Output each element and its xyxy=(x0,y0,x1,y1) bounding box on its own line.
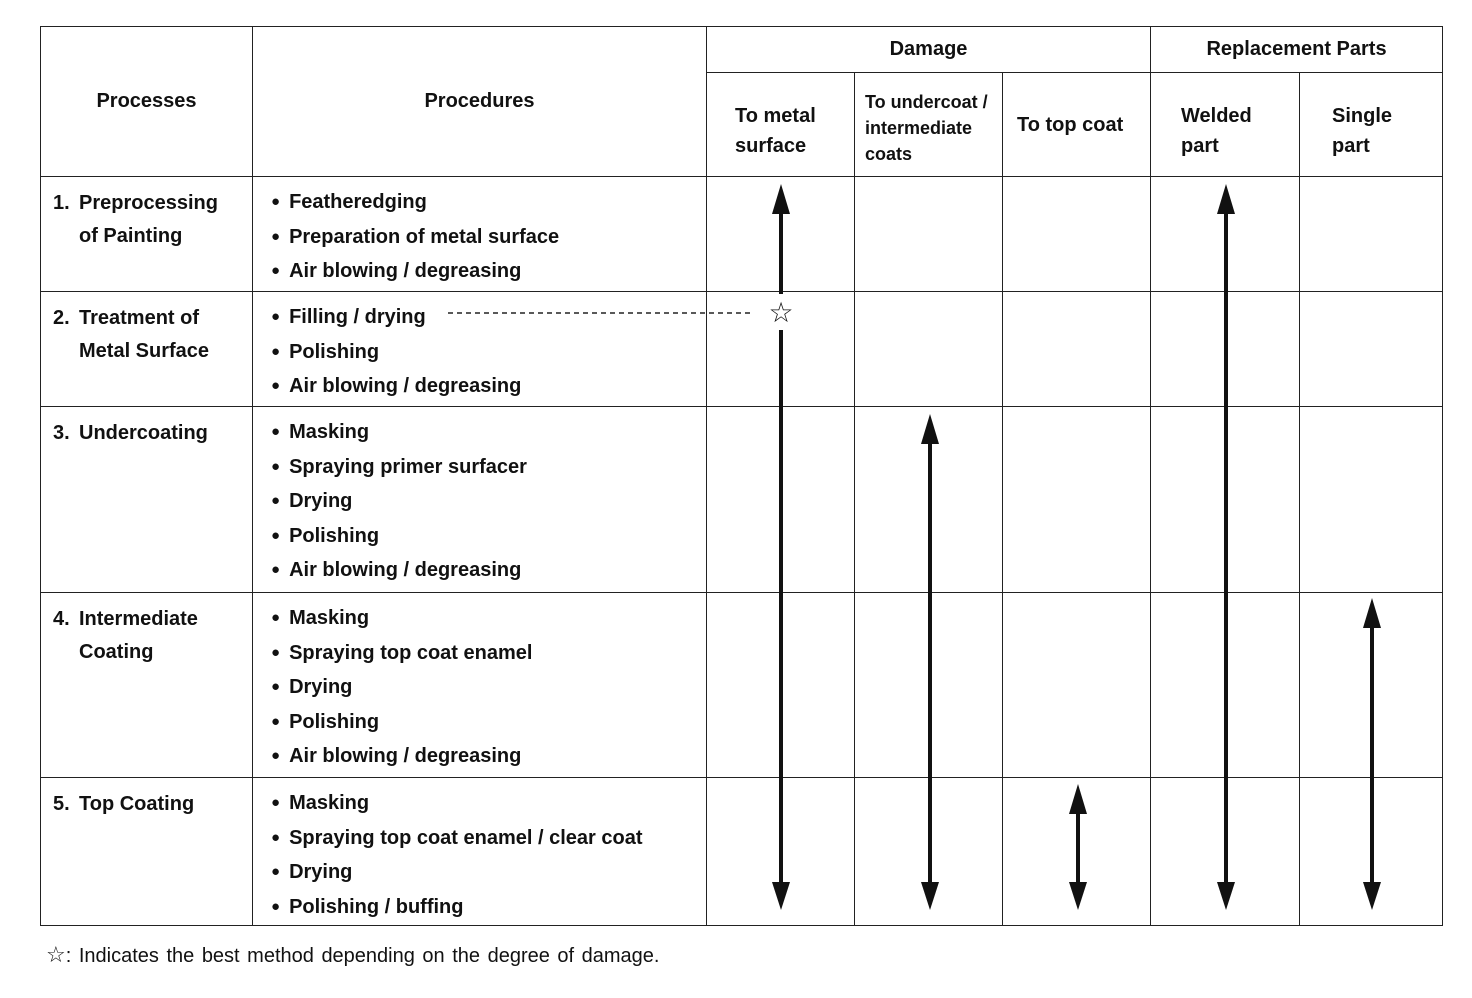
process-number: 2. xyxy=(53,307,70,329)
replacement-parts-header: Replacement Parts xyxy=(1151,27,1443,73)
process-number: 1. xyxy=(53,192,70,214)
procedure-item: ● Air blowing / degreasing xyxy=(271,554,706,589)
procedures-cell xyxy=(253,778,707,926)
process-cell xyxy=(41,177,253,292)
welded-line-2: part xyxy=(1181,134,1219,157)
process-name: Metal Surface xyxy=(79,340,210,362)
procedures-cell xyxy=(253,177,707,292)
process-name: Top Coating xyxy=(79,793,195,815)
welded-part-header xyxy=(1151,73,1300,177)
star-icon: ☆ xyxy=(768,296,794,329)
process-name: Intermediate xyxy=(79,608,198,630)
to-metal-surface-header xyxy=(707,73,855,177)
single-part-header xyxy=(1300,73,1443,177)
procedure-item: ● Air blowing / degreasing xyxy=(271,740,706,775)
process-cell xyxy=(41,407,253,593)
procedure-item: ● Air blowing / degreasing xyxy=(271,255,706,290)
procedure-item: ● Masking xyxy=(271,602,706,637)
to-top-coat-header xyxy=(1003,73,1151,177)
single-line-1: Single xyxy=(1332,104,1393,127)
procedure-item: ● Spraying primer surfacer xyxy=(271,451,706,486)
star-icon: ☆ xyxy=(46,942,66,967)
procedure-item: ● Polishing xyxy=(271,706,706,741)
process-number: 4. xyxy=(53,608,70,630)
process-name: Treatment of xyxy=(79,307,200,329)
processes-header: Processes xyxy=(41,27,253,177)
to-undercoat-line-1: To undercoat / xyxy=(865,91,988,112)
table-row xyxy=(41,778,1443,926)
procedure-item: ● Filling / drying xyxy=(271,301,706,336)
to-undercoat-header xyxy=(855,73,1003,177)
procedure-item: ● Masking xyxy=(271,416,706,451)
process-number: 3. xyxy=(53,422,70,444)
to-undercoat-line-3: coats xyxy=(865,143,913,164)
to-metal-line-1: To metal xyxy=(735,104,816,127)
procedure-item: ● Polishing xyxy=(271,520,706,555)
process-cell xyxy=(41,778,253,926)
process-name: Coating xyxy=(79,641,154,663)
procedure-item: ● Preparation of metal surface xyxy=(271,221,706,256)
procedure-item: ● Drying xyxy=(271,856,706,891)
procedure-item: ● Drying xyxy=(271,671,706,706)
process-name: Undercoating xyxy=(79,422,208,444)
single-line-2: part xyxy=(1332,134,1370,157)
table-row xyxy=(41,177,1443,292)
process-name: Preprocessing xyxy=(79,192,218,214)
procedure-item: ● Polishing xyxy=(271,336,706,371)
procedure-item: ● Polishing / buffing xyxy=(271,891,706,926)
process-cell xyxy=(41,292,253,407)
procedure-item: ● Masking xyxy=(271,787,706,822)
to-undercoat-line-2: intermediate xyxy=(865,117,973,138)
footnote-text: : Indicates the best method depending on the degree of damage. xyxy=(65,945,660,967)
procedures-cell xyxy=(253,292,707,407)
procedure-item: ● Drying xyxy=(271,485,706,520)
process-name: of Painting xyxy=(79,225,183,247)
procedure-item: ● Featheredging xyxy=(271,186,706,221)
table-row xyxy=(41,407,1443,593)
to-metal-line-2: surface xyxy=(735,134,807,157)
procedure-item: ● Spraying top coat enamel xyxy=(271,637,706,672)
procedures-header: Procedures xyxy=(253,27,707,177)
procedure-item: ● Air blowing / degreasing xyxy=(271,370,706,405)
table-row xyxy=(41,593,1443,778)
process-cell xyxy=(41,593,253,778)
to-top-coat-label: To top coat xyxy=(1017,113,1124,136)
process-number: 5. xyxy=(53,793,70,815)
procedure-item: ● Spraying top coat enamel / clear coat xyxy=(271,822,706,857)
table-row xyxy=(41,292,1443,407)
damage-header: Damage xyxy=(707,27,1151,73)
procedures-cell xyxy=(253,407,707,593)
process-table xyxy=(40,26,1443,926)
welded-line-1: Welded xyxy=(1181,104,1252,127)
procedures-cell xyxy=(253,593,707,778)
footnote xyxy=(46,942,659,968)
